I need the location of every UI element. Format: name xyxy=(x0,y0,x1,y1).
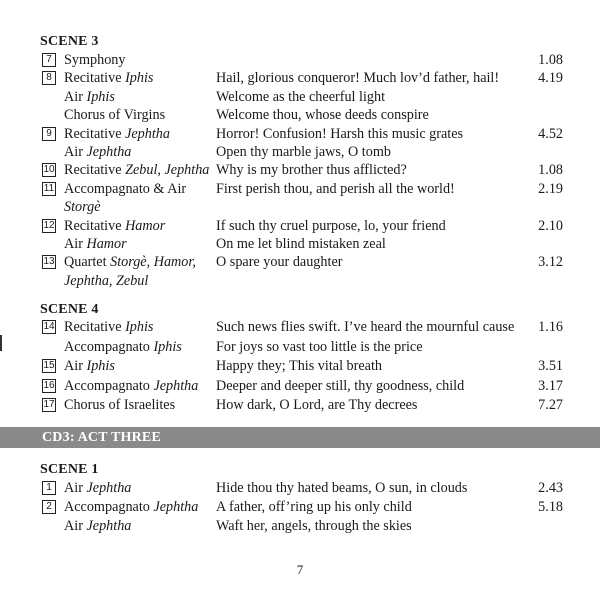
track-text: Hail, glorious conqueror! Much lov’d father, hail! xyxy=(216,70,500,87)
track-text: Deeper and deeper still, thy goodness, child xyxy=(216,377,465,394)
role-name: Zebul, Jephtha xyxy=(125,162,210,179)
track-duration: 4.52 xyxy=(538,125,563,142)
scene-3-heading: SCENE 3 xyxy=(40,34,99,49)
track-text: Happy they; This vital breath xyxy=(216,358,383,374)
track-number: 14 xyxy=(43,321,55,332)
track-row xyxy=(0,88,600,106)
scene-4-heading: SCENE 4 xyxy=(40,302,99,317)
form-label: Air xyxy=(64,88,87,105)
track-form xyxy=(64,69,153,87)
track-number: 8 xyxy=(42,71,56,85)
track-form xyxy=(64,235,127,253)
track-form xyxy=(64,253,196,271)
form-label: Chorus of Israelites xyxy=(64,397,176,413)
track-duration: 1.08 xyxy=(538,162,563,179)
track-number: 13 xyxy=(43,256,55,268)
role-name: Jephtha xyxy=(86,518,132,534)
form-label: Accompagnato xyxy=(64,499,154,515)
form-label: Air xyxy=(64,358,87,374)
track-number: 16 xyxy=(43,379,55,391)
track-form xyxy=(64,272,148,290)
track-duration: 3.17 xyxy=(538,377,563,394)
track-text: Hide thou thy hated beams, O sun, in clouds xyxy=(216,480,468,496)
track-row xyxy=(0,272,600,290)
track-duration: 3.51 xyxy=(538,358,563,374)
form-label: Recitative xyxy=(64,125,126,142)
track-form xyxy=(64,161,209,179)
track-form xyxy=(64,106,165,124)
track-duration: 4.19 xyxy=(538,70,563,87)
track-text: How dark, O Lord, are Thy decrees xyxy=(216,397,418,413)
role-name: Jephtha xyxy=(153,499,199,515)
track-duration: 1.16 xyxy=(538,319,563,335)
track-row xyxy=(0,51,600,69)
role-name: Hamor xyxy=(125,217,166,234)
track-row xyxy=(0,125,600,143)
track-text: First perish thou, and perish all the world! xyxy=(216,180,455,197)
track-row xyxy=(0,217,600,235)
track-row xyxy=(0,106,600,124)
role-name: Iphis xyxy=(86,358,115,374)
track-form xyxy=(64,517,131,535)
form-label: Recitative xyxy=(64,217,126,234)
track-text: Such news flies swift. I’ve heard the mournful cause xyxy=(216,319,515,335)
role-name: Jephtha xyxy=(86,144,132,160)
track-row xyxy=(0,498,600,516)
track-number: 11 xyxy=(43,182,55,194)
track-form xyxy=(64,198,101,216)
role-name: Storgè, Hamor, xyxy=(110,254,196,271)
track-form xyxy=(64,357,115,375)
role-name: Iphis xyxy=(125,70,154,87)
act-3-scene-1-heading: SCENE 1 xyxy=(40,462,99,477)
form-label: Accompagnato xyxy=(64,377,154,394)
track-duration: 2.19 xyxy=(538,180,563,197)
form-label: Recitative xyxy=(64,319,126,335)
track-form xyxy=(64,498,198,516)
track-form xyxy=(64,396,175,414)
track-form xyxy=(64,180,186,198)
track-form xyxy=(64,88,115,106)
track-text: Why is my brother thus afflicted? xyxy=(216,162,407,179)
track-text: Waft her, angels, through the skies xyxy=(216,518,412,534)
track-text: A father, off’ring up his only child xyxy=(216,499,412,515)
track-form xyxy=(64,479,131,497)
track-text: Open thy marble jaws, O tomb xyxy=(216,144,391,160)
track-row xyxy=(0,357,600,375)
track-text: O spare your daughter xyxy=(216,254,343,271)
form-label: Quartet xyxy=(64,254,111,271)
track-row xyxy=(0,377,600,395)
track-row xyxy=(0,69,600,87)
form-label: Air xyxy=(64,144,87,160)
track-text: If such thy cruel purpose, lo, your friend xyxy=(216,217,446,234)
track-row xyxy=(0,338,600,356)
form-label: Symphony xyxy=(64,52,126,68)
track-text: On me let blind mistaken zeal xyxy=(216,236,386,252)
track-text: For joys so vast too little is the price xyxy=(216,338,423,355)
track-duration: 3.12 xyxy=(538,254,563,271)
track-row xyxy=(0,143,600,161)
track-row xyxy=(0,235,600,253)
track-duration: 7.27 xyxy=(538,397,563,413)
track-row xyxy=(0,318,600,336)
form-label: Air xyxy=(64,518,87,534)
role-name: Storgè xyxy=(64,199,101,216)
role-name: Iphis xyxy=(153,338,182,355)
track-number: 2 xyxy=(42,500,56,514)
role-name: Jephtha, Zebul xyxy=(64,272,149,289)
track-duration: 2.10 xyxy=(538,217,563,234)
role-name: Iphis xyxy=(86,88,115,105)
track-form xyxy=(64,318,153,336)
track-row xyxy=(0,198,600,216)
track-text: Horror! Confusion! Harsh this music grates xyxy=(216,125,464,142)
track-row xyxy=(0,479,600,497)
form-label: Accompagnato xyxy=(64,338,154,355)
track-duration: 1.08 xyxy=(538,52,563,68)
track-text: Welcome as the cheerful light xyxy=(216,88,386,105)
track-duration: 5.18 xyxy=(538,499,563,515)
track-form xyxy=(64,217,165,235)
track-number: 10 xyxy=(43,164,55,176)
track-form xyxy=(64,377,198,395)
track-form xyxy=(64,338,182,356)
track-number: 12 xyxy=(43,219,55,231)
track-text: Welcome thou, whose deeds conspire xyxy=(216,107,429,124)
role-name: Jephtha xyxy=(125,125,170,142)
form-label: Recitative xyxy=(64,70,126,87)
form-label: Chorus of Virgins xyxy=(64,107,166,124)
track-number: 1 xyxy=(42,481,56,495)
form-label: Recitative xyxy=(64,162,126,179)
track-row xyxy=(0,253,600,271)
role-name: Jephtha xyxy=(153,377,199,394)
form-label: Accompagnato & Air xyxy=(64,180,187,197)
track-row xyxy=(0,161,600,179)
track-form xyxy=(64,143,131,161)
track-number: 15 xyxy=(43,360,55,371)
track-row xyxy=(0,180,600,198)
page-number: 7 xyxy=(296,562,304,577)
track-number: 17 xyxy=(43,399,55,410)
track-number: 7 xyxy=(42,53,56,67)
track-duration: 2.43 xyxy=(538,480,563,496)
cd3-act-three-bar: CD3: ACT THREE xyxy=(0,427,600,448)
track-form xyxy=(64,125,170,143)
form-label: Air xyxy=(64,480,87,496)
track-form xyxy=(64,51,126,69)
role-name: Jephtha xyxy=(86,480,132,496)
track-row xyxy=(0,396,600,414)
track-number: 9 xyxy=(42,127,56,141)
role-name: Hamor xyxy=(86,236,127,252)
role-name: Iphis xyxy=(125,319,154,335)
form-label: Air xyxy=(64,236,87,252)
track-row xyxy=(0,517,600,535)
